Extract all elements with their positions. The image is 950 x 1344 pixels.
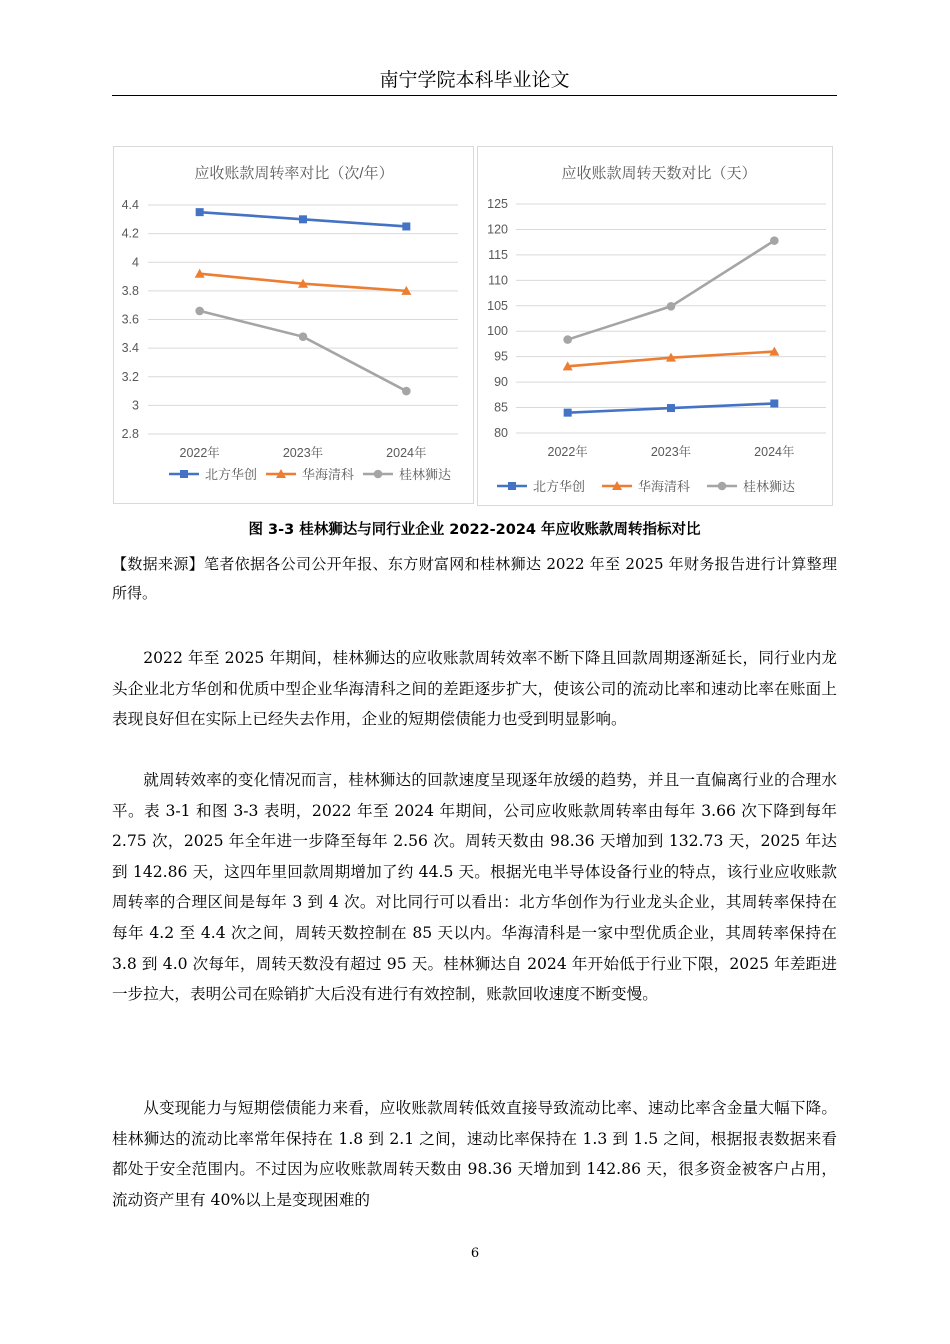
left-chart-title: 应收账款周转率对比（次/年） [194,165,394,182]
body-paragraph-2: 就周转效率的变化情况而言，桂林狮达的回款速度呈现逐年放缓的趋势，并且一直偏离行业的合理水平。表 3-1 和图 3-3 表明，2022 年至 2024 年期间，公司应收账款周转率由每年 3.66 次下降到每年 2.75 次，2025 年全年进一步降至每年 2.56 次。周转天数由 98.36 天增加到 132.73 天，2025 年达到 142.86 天，这四年里回款周期增加了约 44.5 天。根据光电半导体设备行业的特点，该行业应收账款周转率的合理区间是每年 3 到 4 次。对比同行可以看出：北方华创作为行业龙头企业，其周转率保持在每年 4.2 至 4.4 次之间，周转天数控制在 85 天以内。华海清科是一家中型优质企业，其周转率保持在 3.8 到 4.0 次每年，周转天数没有超过 95 天。桂林狮达自 2024 年开始低于行业下限，2025 年差距进一步拉大，表明公司在赊销扩大后没有进行有效控制，账款回收速度不断变慢。 [112,771,837,1004]
right-data-point [564,409,572,417]
right-data-point [770,236,779,245]
right-y-tick-label: 85 [494,400,508,415]
left-series-line [200,311,407,391]
left-data-point [402,387,411,396]
left-x-tick-label: 2023年 [282,446,324,460]
left-x-tick-label: 2024年 [386,446,427,460]
receivables-turnover-days-chart [477,146,833,506]
right-data-point [770,399,778,407]
right-series-line [568,241,775,340]
right-y-tick-label: 90 [494,375,508,390]
left-y-tick-label: 4.4 [121,198,139,212]
right-data-point [667,404,675,412]
page-number: 6 [470,1246,480,1261]
right-y-tick-label: 115 [488,247,508,262]
right-x-tick-label: 2023年 [650,445,692,459]
right-y-tick-label: 80 [494,426,508,440]
left-data-point [299,332,308,341]
right-y-tick-label: 105 [487,298,508,313]
chart-svg-right [478,147,832,505]
right-legend-label: 北方华创 [533,479,586,494]
left-legend-label: 桂林狮达 [399,467,452,482]
left-x-tick-label: 2022年 [179,446,220,460]
right-legend-label: 桂林狮达 [743,479,796,494]
right-chart-title: 应收账款周转天数对比（天） [561,165,757,182]
right-legend-label: 华海清科 [638,479,691,494]
receivables-turnover-rate-chart [113,146,474,504]
left-data-point [196,208,204,216]
running-header: 南宁学院本科毕业论文 [379,69,570,91]
right-legend-marker [508,482,516,490]
left-data-point [195,307,204,316]
left-y-tick-label: 3 [132,398,139,413]
right-y-tick-label: 95 [494,349,508,364]
left-y-tick-label: 3.6 [121,312,139,327]
left-data-point [299,215,307,223]
right-data-point [563,335,572,344]
left-legend-label: 北方华创 [205,467,258,482]
left-legend-marker [374,470,383,479]
right-y-tick-label: 110 [488,273,508,288]
left-y-tick-label: 3.4 [121,341,139,356]
chart-svg-left [114,147,473,503]
left-y-tick-label: 4 [132,255,139,270]
right-data-point [667,302,676,311]
left-y-tick-label: 4.2 [121,226,139,241]
right-x-tick-label: 2024年 [754,445,795,459]
right-x-tick-label: 2022年 [547,445,588,459]
right-y-tick-label: 100 [487,324,508,339]
left-y-tick-label: 3.8 [121,283,139,298]
right-legend-marker [718,482,727,491]
right-y-tick-label: 120 [487,222,508,237]
data-source-note: 【数据来源】笔者依据各公司公开年报、东方财富网和桂林狮达 2022 年至 2025 年财务报告进行计算整理所得。 [112,555,837,602]
left-legend-label: 华海清科 [302,467,355,482]
left-y-tick-label: 3.2 [121,369,139,384]
left-y-tick-label: 2.8 [121,427,139,441]
body-paragraph-3: 从变现能力与短期偿债能力来看，应收账款周转低效直接导致流动比率、速动比率含金量大幅下降。桂林狮达的流动比率常年保持在 1.8 到 2.1 之间，速动比率保持在 1.3 到 1.5 之间，根据报表数据来看都处于安全范围内。不过因为应收账款周转天数由 98.36 天增加到 142.86 天，很多资金被客户占用，流动资产里有 40%以上是变现困难的 [112,1099,837,1209]
figure-caption: 图 3-3 桂林狮达与同行业企业 2022-2024 年应收账款周转指标对比 [248,522,701,538]
left-legend-marker [180,470,188,478]
header-rule [112,95,837,96]
right-y-tick-label: 125 [487,197,508,211]
body-paragraph-1: 2022 年至 2025 年期间，桂林狮达的应收账款周转效率不断下降且回款周期逐渐延长，同行业内龙头企业北方华创和优质中型企业华海清科之间的差距逐步扩大，使该公司的流动比率和速动比率在账面上表现良好但在实际上已经失去作用，企业的短期偿债能力也受到明显影响。 [112,649,837,729]
left-data-point [402,222,410,230]
